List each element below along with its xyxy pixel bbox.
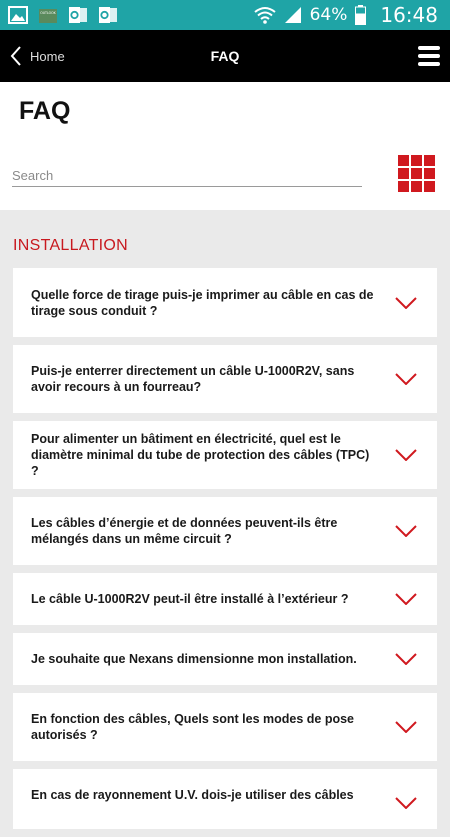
notif-badge-text: OUTLOOK (40, 11, 56, 15)
faq-item[interactable] (13, 633, 437, 685)
signal-icon (284, 6, 302, 24)
faq-item[interactable] (13, 693, 437, 761)
faq-question: Je souhaite que Nexans dimensionne mon installation. (31, 652, 357, 666)
faq-item[interactable] (13, 268, 437, 337)
section-title: INSTALLATION (13, 237, 129, 254)
page-title: FAQ (19, 97, 71, 125)
faq-item[interactable] (13, 497, 437, 565)
search-input[interactable] (12, 164, 362, 187)
battery-percent: 64% (309, 5, 348, 25)
faq-question: En fonction des câbles, Quels sont les modes de pose autorisés ? (31, 712, 354, 742)
faq-item[interactable] (13, 345, 437, 413)
chevron-down-icon[interactable] (395, 449, 417, 461)
chevron-left-icon (10, 45, 22, 67)
app-bar-title: FAQ (210, 48, 240, 64)
clock: 16:48 (380, 3, 438, 27)
chevron-down-icon[interactable] (395, 721, 417, 733)
faq-question: Le câble U-1000R2V peut-il être installé à l’extérieur ? (31, 592, 349, 606)
hamburger-menu-icon[interactable] (418, 45, 440, 67)
back-button[interactable] (10, 30, 65, 82)
back-label: Home (30, 48, 65, 64)
chevron-down-icon[interactable] (395, 525, 417, 537)
faq-item[interactable] (13, 421, 437, 489)
outlook-icon (98, 5, 118, 25)
page-header (0, 82, 450, 210)
weather-icon (38, 5, 58, 25)
gallery-icon (8, 5, 28, 25)
status-bar (0, 0, 450, 30)
chevron-down-icon[interactable] (395, 797, 417, 809)
faq-question: Puis-je enterrer directement un câble U-1000R2V, sans avoir recours à un fourreau? (31, 364, 355, 394)
chevron-down-icon[interactable] (395, 373, 417, 385)
faq-question: Les câbles d’énergie et de données peuvent-ils être mélangés dans un même circuit ? (31, 516, 338, 546)
app-bar (0, 30, 450, 82)
faq-question: Quelle force de tirage puis-je imprimer au câble en cas de tirage sous conduit ? (31, 287, 374, 318)
battery-icon (355, 5, 366, 25)
faq-list (13, 268, 437, 837)
faq-item[interactable] (13, 573, 437, 625)
faq-item[interactable] (13, 769, 437, 829)
faq-question: Pour alimenter un bâtiment en électricité, quel est le diamètre minimal du tube de protection des câbles (TPC) ? (31, 432, 370, 478)
outlook-icon (68, 5, 88, 25)
grid-view-icon[interactable] (398, 155, 435, 192)
chevron-down-icon[interactable] (395, 593, 417, 605)
wifi-icon (254, 6, 276, 24)
chevron-down-icon[interactable] (395, 297, 417, 309)
chevron-down-icon[interactable] (395, 653, 417, 665)
faq-question: En cas de rayonnement U.V. dois-je utiliser des câbles (31, 788, 354, 802)
